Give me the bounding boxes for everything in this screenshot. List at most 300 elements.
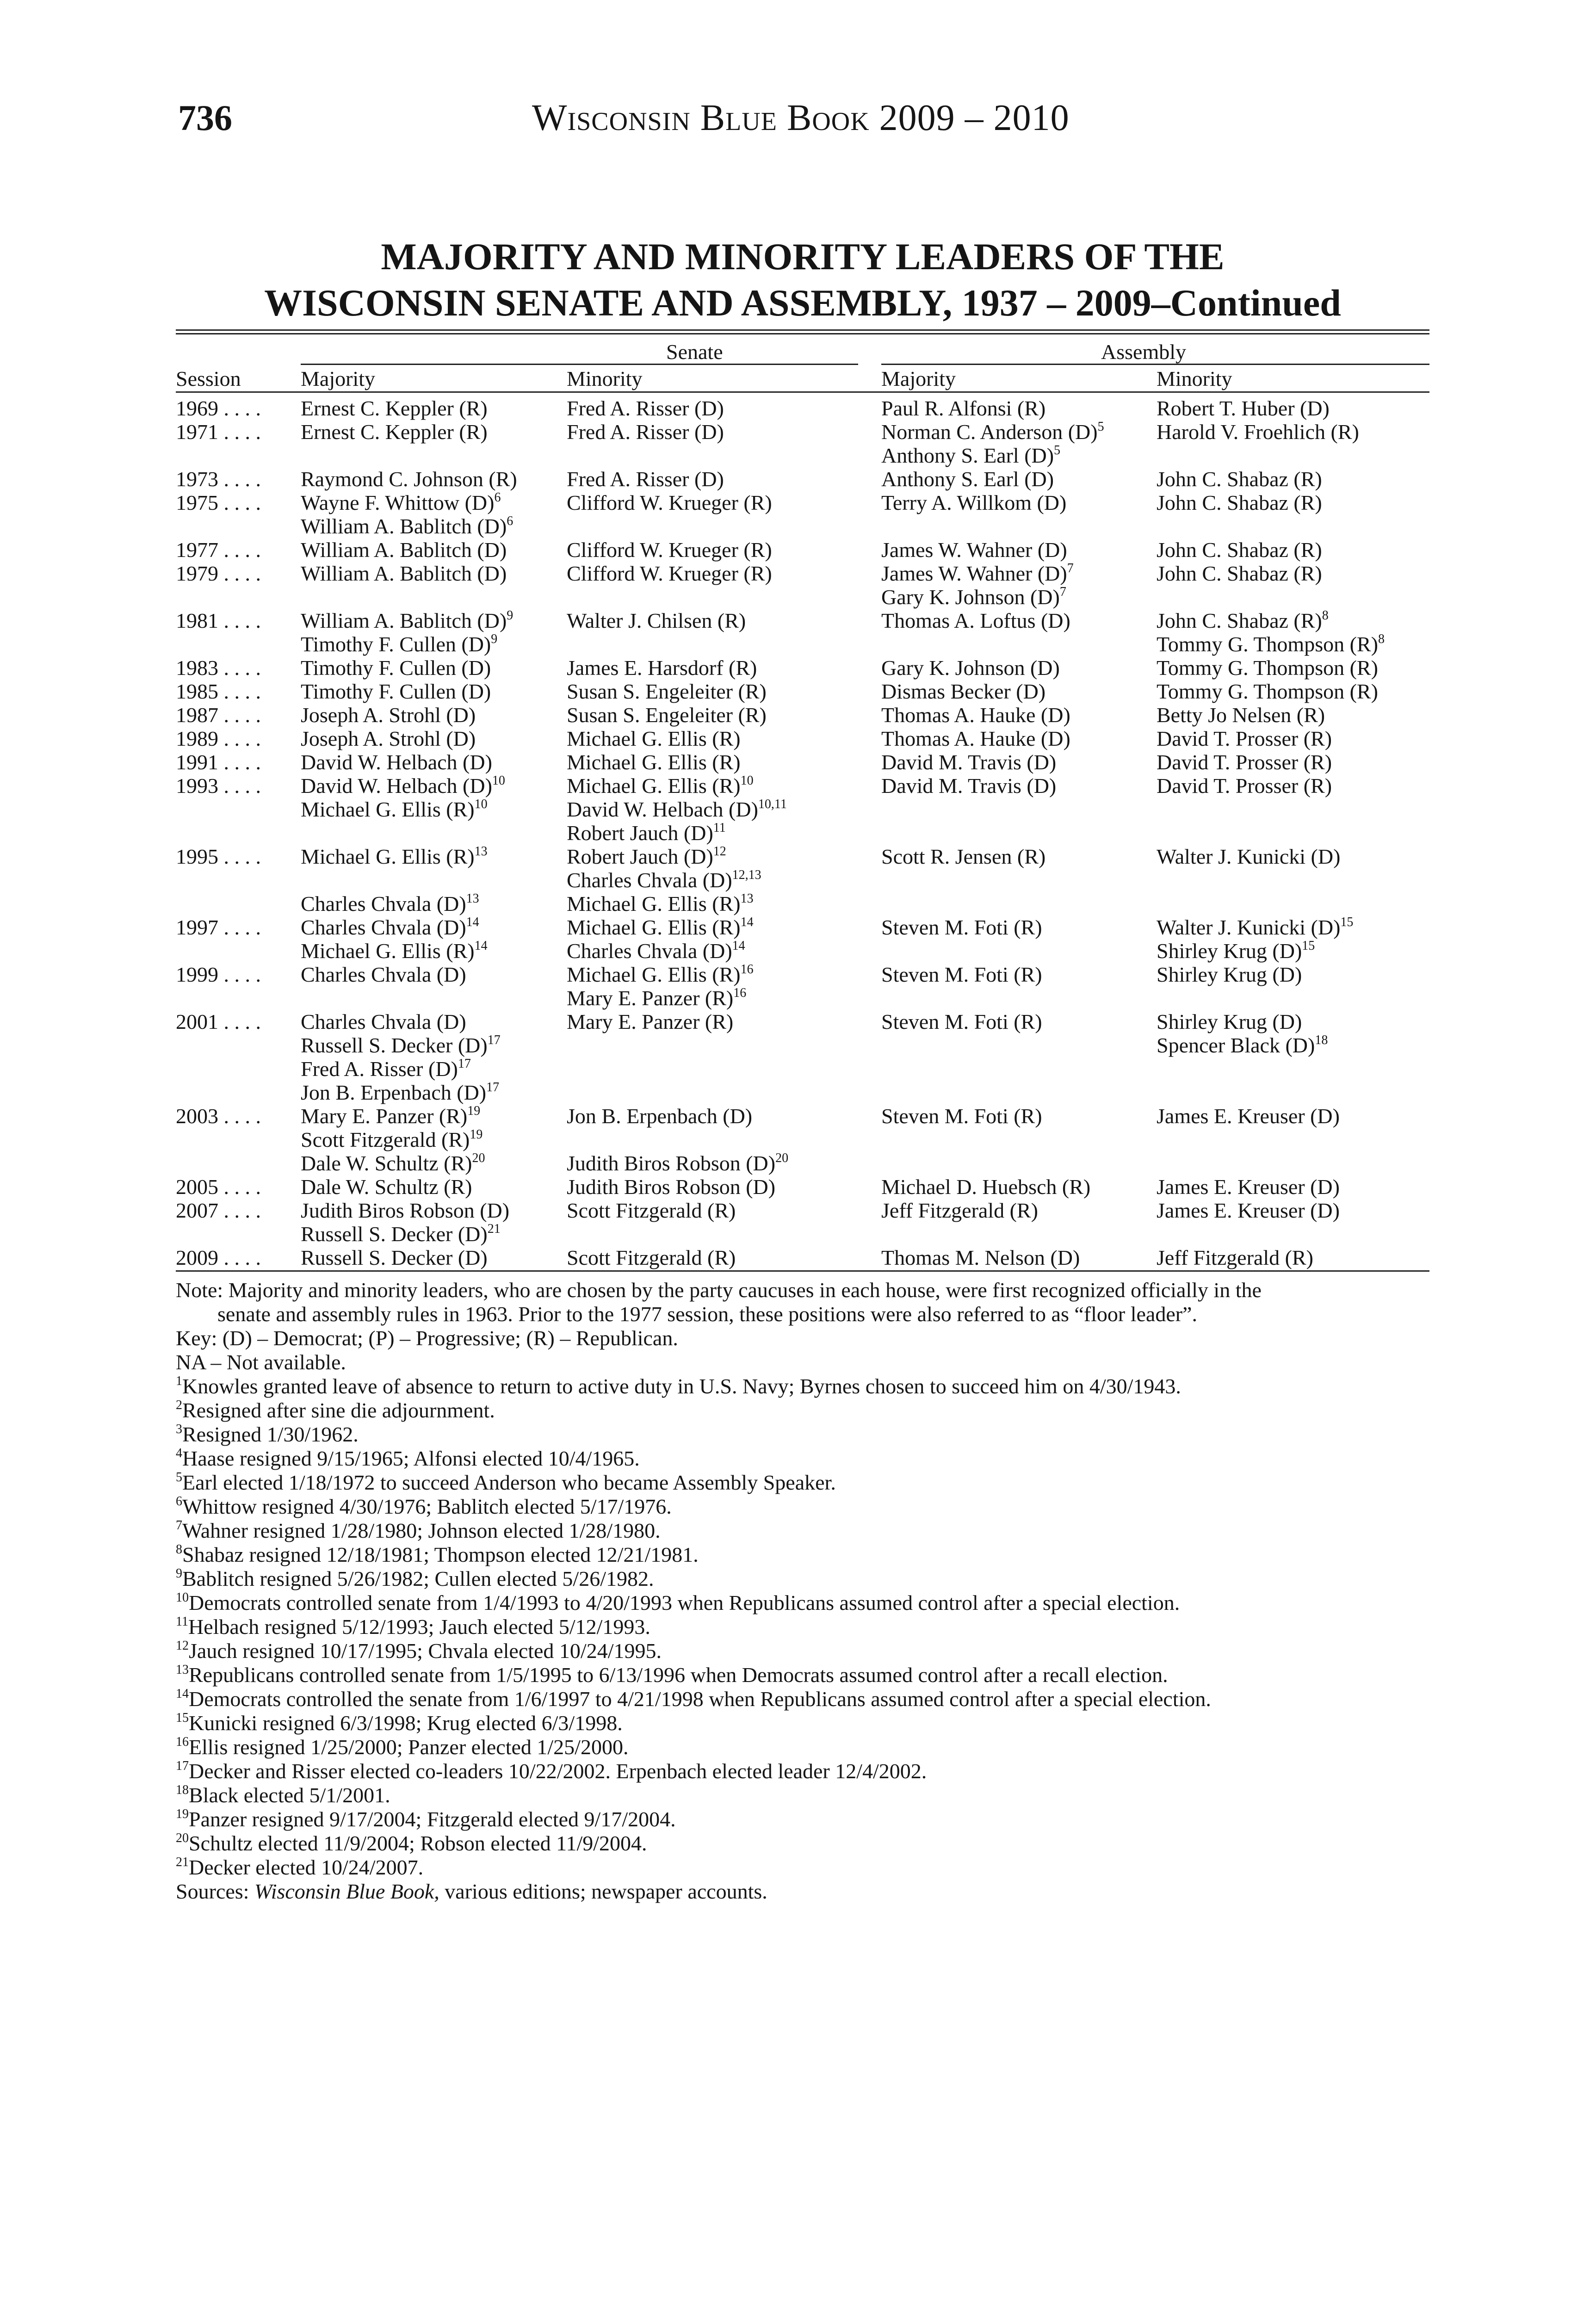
leader-name-text: Walter J. Kunicki (D): [1157, 915, 1341, 939]
leader-name-text: Mary E. Panzer (R): [567, 986, 734, 1010]
leader-name: [567, 1151, 788, 1175]
footnote-ref: 21: [487, 1222, 501, 1236]
session-cell: [176, 727, 261, 750]
key-text: Key: (D) – Democrat; (P) – Progressive; (R) – Republican.: [176, 1326, 678, 1350]
table-row: [176, 538, 1429, 562]
footnote-ref: 19: [470, 1127, 483, 1142]
dot-leader: . . . .: [218, 396, 261, 420]
table-top-rule-2: [176, 333, 1429, 334]
senate-minority-cell: [567, 750, 741, 774]
session-cell: [176, 1246, 261, 1269]
table-row: [176, 467, 1429, 491]
footnotes-list: [176, 1374, 1429, 1880]
session-year: 1997: [176, 915, 218, 939]
footnote-text: Bablitch resigned 5/26/1982; Cullen elected 5/26/1982.: [182, 1567, 654, 1590]
footnote-text: Schultz elected 11/9/2004; Robson elected 11/9/2004.: [189, 1831, 647, 1855]
dot-leader: . . . .: [218, 538, 261, 562]
leader-name-text: Dale W. Schultz (R): [301, 1175, 472, 1199]
footnote-text: Shabaz resigned 12/18/1981; Thompson elected 12/21/1981.: [182, 1543, 699, 1566]
footnote: [176, 1639, 1429, 1663]
session-year: 1985: [176, 680, 218, 703]
footnote-ref: 14: [474, 939, 488, 953]
leader-name: [881, 1010, 1042, 1033]
assembly-majority-cell: [881, 467, 1054, 491]
leader-name-text: Dale W. Schultz (R): [301, 1151, 472, 1175]
session-year: 1973: [176, 467, 218, 491]
footnote-ref: 18: [1315, 1033, 1328, 1047]
dot-leader: . . . .: [218, 750, 261, 774]
dot-leader: . . . .: [218, 915, 261, 939]
table-row: [176, 562, 1429, 609]
session-year: 1987: [176, 703, 218, 727]
footnote-number: 5: [176, 1470, 182, 1484]
leader-name: [567, 892, 761, 915]
leader-name-text: Joseph A. Strohl (D): [301, 703, 476, 727]
leader-name-text: Jeff Fitzgerald (R): [1157, 1246, 1313, 1269]
leader-name: [301, 491, 513, 514]
leader-name: [567, 868, 761, 892]
leader-name-text: Michael G. Ellis (R): [567, 892, 741, 915]
footnote-ref: 10: [474, 797, 488, 811]
senate-majority-cell: [301, 963, 466, 986]
leader-name: [567, 680, 767, 703]
footnote-number: 9: [176, 1566, 182, 1581]
leader-name: [567, 821, 787, 845]
leader-name: [1157, 656, 1378, 680]
leader-name: [881, 444, 1104, 467]
footnote-number: 13: [176, 1663, 189, 1677]
senate-majority-cell: [301, 915, 488, 963]
senate-minority-cell: [567, 609, 746, 632]
leader-name: [301, 915, 488, 939]
leader-name-text: Charles Chvala (D): [301, 1010, 466, 1033]
leader-name-text: Harold V. Froehlich (R): [1157, 420, 1359, 444]
assembly-majority-cell: [881, 656, 1060, 680]
leader-name-text: Norman C. Anderson (D): [881, 420, 1098, 444]
leader-name-text: Shirley Krug (D): [1157, 963, 1302, 986]
table-body: [176, 396, 1429, 1272]
leader-name-text: Gary K. Johnson (D): [881, 585, 1060, 609]
footnote-text: Decker and Risser elected co-leaders 10/22/2002. Erpenbach elected leader 12/4/2002.: [189, 1759, 927, 1783]
session-cell: [176, 845, 261, 868]
leader-name: [301, 1128, 485, 1151]
senate-minority-cell: [567, 1199, 736, 1222]
footnote-ref: 10: [492, 773, 505, 788]
leader-name: [1157, 1246, 1313, 1269]
column-header-row: [176, 366, 1429, 390]
assembly-majority-cell: [881, 915, 1042, 939]
leader-name-text: Mary E. Panzer (R): [567, 1010, 734, 1033]
leader-name-text: Russell S. Decker (D): [301, 1246, 488, 1269]
assembly-minority-cell: [1157, 750, 1332, 774]
footnote-ref: 15: [1302, 939, 1315, 953]
session-year: 1983: [176, 656, 218, 680]
leader-name: [567, 915, 754, 939]
senate-minority-cell: [567, 656, 757, 680]
leader-name: [881, 774, 1056, 798]
page-title: [176, 234, 1429, 326]
footnote-ref: 10,11: [758, 797, 787, 811]
leader-name-text: Michael D. Huebsch (R): [881, 1175, 1091, 1199]
footnote-text: Democrats controlled senate from 1/4/1993 to 4/20/1993 when Republicans assumed control after a special election.: [189, 1591, 1180, 1614]
senate-minority-cell: [567, 1246, 736, 1269]
footnote-number: 18: [176, 1783, 189, 1797]
leader-name: [1157, 632, 1385, 656]
senate-minority-cell: [567, 915, 754, 963]
footnote-number: 11: [176, 1614, 188, 1629]
leader-name-text: Fred A. Risser (D): [567, 467, 724, 491]
footnote: [176, 1447, 1429, 1471]
leader-name-text: David T. Prosser (R): [1157, 774, 1332, 798]
footnote-ref: 20: [775, 1151, 789, 1165]
footnote-ref: 5: [1097, 420, 1104, 434]
senate-minority-cell: [567, 1104, 788, 1175]
leader-name-text: Michael G. Ellis (R): [301, 798, 475, 821]
leader-name: [301, 727, 476, 750]
table-row: [176, 609, 1429, 656]
senate-minority-cell: [567, 562, 772, 585]
leader-name: [1157, 727, 1332, 750]
assembly-group-header: Assembly: [1101, 340, 1186, 364]
leader-name-text: Steven M. Foti (R): [881, 915, 1042, 939]
footnote: [176, 1807, 1429, 1831]
senate-majority-cell: [301, 562, 507, 585]
leader-name: [567, 939, 754, 963]
leader-name-text: David T. Prosser (R): [1157, 727, 1332, 750]
leader-name-text: Betty Jo Nelsen (R): [1157, 703, 1325, 727]
leader-name: [301, 680, 491, 703]
senate-majority-cell: [301, 1199, 509, 1246]
senate-majority-cell: [301, 703, 476, 727]
leader-name: [301, 1033, 501, 1057]
dot-leader: . . . .: [218, 703, 261, 727]
senate-majority-cell: [301, 656, 491, 680]
leader-name: [881, 491, 1066, 514]
assembly-minority-cell: [1157, 1246, 1313, 1269]
footnote: [176, 1831, 1429, 1855]
session-year: 2001: [176, 1010, 218, 1033]
table-row: [176, 915, 1429, 963]
assembly-majority-cell: [881, 963, 1042, 986]
leader-name: [301, 868, 488, 892]
senate-minority-cell: [567, 538, 772, 562]
session-cell: [176, 680, 261, 703]
dot-leader: . . . .: [218, 845, 261, 868]
session-cell: [176, 774, 261, 798]
footnote-text: Helbach resigned 5/12/1993; Jauch elected 5/12/1993.: [188, 1615, 650, 1639]
leader-name: [881, 562, 1074, 585]
footnote-number: 17: [176, 1759, 189, 1773]
footnote-text: Resigned 1/30/1962.: [182, 1422, 359, 1446]
leader-name-text: Susan S. Engeleiter (R): [567, 703, 767, 727]
footnote-ref: 7: [1067, 561, 1074, 575]
col-header-senate-minority: Minority: [567, 367, 643, 390]
leader-name-text: David M. Travis (D): [881, 750, 1057, 774]
dot-leader: . . . .: [218, 963, 261, 986]
leader-name: [881, 396, 1045, 420]
assembly-majority-cell: [881, 1246, 1080, 1269]
leader-name: [1157, 750, 1332, 774]
senate-minority-cell: [567, 845, 761, 915]
leader-name-text: John C. Shabaz (R): [1157, 491, 1322, 514]
leader-name: [1157, 703, 1325, 727]
leader-name: [301, 939, 488, 963]
footnote-ref: 13: [474, 844, 488, 859]
footnote: [176, 1759, 1429, 1783]
leader-name: [567, 609, 746, 632]
leader-name: [301, 892, 488, 915]
table-top-rule: [176, 329, 1429, 331]
footnote: [176, 1543, 1429, 1567]
leader-name: [1157, 963, 1302, 986]
leader-name-text: William A. Bablitch (D): [301, 514, 507, 538]
leader-name-text: Charles Chvala (D): [301, 892, 466, 915]
assembly-majority-cell: [881, 609, 1070, 632]
leader-name: [301, 750, 492, 774]
leader-name: [301, 1010, 501, 1033]
leader-name-text: Steven M. Foti (R): [881, 1010, 1042, 1033]
leader-name-text: James E. Kreuser (D): [1157, 1104, 1340, 1128]
assembly-minority-cell: [1157, 703, 1325, 727]
leader-name-text: Michael G. Ellis (R): [567, 727, 741, 750]
leader-name-text: Terry A. Willkom (D): [881, 491, 1067, 514]
leader-name: [301, 1175, 472, 1199]
assembly-majority-cell: [881, 562, 1074, 609]
leader-name-text: Susan S. Engeleiter (R): [567, 680, 767, 703]
senate-minority-cell: [567, 727, 741, 750]
footnote-number: 20: [176, 1831, 189, 1845]
session-cell: [176, 1175, 261, 1199]
leader-name: [881, 915, 1042, 939]
leader-name-text: Jon B. Erpenbach (D): [567, 1104, 753, 1128]
leader-name: [301, 562, 507, 585]
footnote-number: 19: [176, 1807, 189, 1821]
senate-minority-cell: [567, 396, 724, 420]
footnote-ref: 12: [713, 844, 726, 859]
senate-majority-cell: [301, 538, 507, 562]
dot-leader: . . . .: [218, 609, 261, 632]
header-bottom-rule: [176, 391, 1429, 393]
leader-name-text: James E. Kreuser (D): [1157, 1175, 1340, 1199]
dot-leader: . . . .: [218, 1010, 261, 1033]
leader-name-text: James W. Wahner (D): [881, 538, 1067, 562]
leader-name-text: John C. Shabaz (R): [1157, 562, 1322, 585]
footnote-ref: 9: [507, 608, 513, 623]
leader-name-text: Raymond C. Johnson (R): [301, 467, 517, 491]
leader-name: [881, 1175, 1090, 1199]
session-cell: [176, 538, 261, 562]
assembly-majority-cell: [881, 396, 1045, 420]
table-row: [176, 491, 1429, 538]
footnote-number: 15: [176, 1711, 189, 1725]
leader-name: [301, 703, 476, 727]
leader-name: [1157, 1104, 1340, 1128]
assembly-majority-cell: [881, 680, 1045, 703]
footnote-ref: 8: [1378, 632, 1385, 646]
col-header-assembly-minority: Minority: [1157, 367, 1232, 390]
leader-name: [1157, 1033, 1328, 1057]
footnote: [176, 1855, 1429, 1880]
assembly-majority-cell: [881, 1199, 1038, 1222]
table-row: [176, 774, 1429, 845]
footnote-number: 3: [176, 1422, 182, 1436]
leader-name: [567, 1010, 733, 1033]
dot-leader: . . . .: [218, 420, 261, 444]
assembly-minority-cell: [1157, 1010, 1328, 1057]
footnote-text: Knowles granted leave of absence to return to active duty in U.S. Navy; Byrnes chosen to succeed him on 4/30/1943.: [182, 1374, 1181, 1398]
senate-majority-cell: [301, 1010, 501, 1104]
session-cell: [176, 562, 261, 585]
footnote-text: Earl elected 1/18/1972 to succeed Anderson who became Assembly Speaker.: [182, 1471, 836, 1494]
table-row: [176, 963, 1429, 1010]
session-year: 2003: [176, 1104, 218, 1128]
sources-text: [176, 1880, 1429, 1904]
assembly-minority-cell: [1157, 491, 1322, 514]
leader-name-text: John C. Shabaz (R): [1157, 538, 1322, 562]
leader-name-text: Jeff Fitzgerald (R): [881, 1199, 1038, 1222]
leader-name-text: James W. Wahner (D): [881, 562, 1067, 585]
senate-group-header: Senate: [666, 340, 723, 364]
footnote-ref: 9: [491, 632, 498, 646]
footnote-text: Kunicki resigned 6/3/1998; Krug elected 6/3/1998.: [189, 1711, 623, 1735]
leader-name: [301, 1151, 485, 1175]
assembly-minority-cell: [1157, 1175, 1340, 1199]
leader-name: [301, 845, 488, 868]
table-row: [176, 656, 1429, 680]
leader-name-text: Michael G. Ellis (R): [301, 845, 475, 868]
senate-majority-cell: [301, 727, 476, 750]
senate-minority-cell: [567, 1175, 775, 1199]
leader-name-text: Scott R. Jensen (R): [881, 845, 1046, 868]
leader-name: [301, 1222, 509, 1246]
footnote: [176, 1711, 1429, 1735]
footnote-ref: 12,13: [732, 868, 761, 882]
col-header-session: Session: [176, 367, 241, 390]
footnote-ref: 16: [740, 962, 754, 977]
session-year: 1999: [176, 963, 218, 986]
leader-name-text: David M. Travis (D): [881, 774, 1057, 798]
note-text-cont: senate and assembly rules in 1963. Prior to the 1977 session, these positions were also referred to as “floor leader”.: [217, 1302, 1197, 1326]
leader-name-text: Shirley Krug (D): [1157, 939, 1302, 963]
leader-name: [567, 986, 754, 1010]
assembly-minority-cell: [1157, 656, 1378, 680]
footnote-text: Black elected 5/1/2001.: [189, 1783, 390, 1807]
leader-name: [881, 420, 1104, 444]
leader-name-text: Russell S. Decker (D): [301, 1222, 488, 1246]
footnote: [176, 1519, 1429, 1543]
footnote-ref: 14: [466, 915, 479, 929]
leader-name: [567, 420, 724, 444]
senate-majority-cell: [301, 845, 488, 915]
assembly-minority-cell: [1157, 420, 1359, 444]
senate-group-rule: [301, 364, 858, 365]
leader-name-text: Ernest C. Keppler (R): [301, 396, 488, 420]
assembly-minority-cell: [1157, 396, 1330, 420]
leader-name: [301, 774, 505, 798]
leader-name-text: David W. Helbach (D): [301, 774, 492, 798]
session-cell: [176, 609, 261, 632]
dot-leader: . . . .: [218, 491, 261, 514]
session-year: 1981: [176, 609, 218, 632]
footnote-ref: 10: [740, 773, 754, 788]
table-row: [176, 845, 1429, 915]
leader-name: [1157, 939, 1353, 963]
session-year: 2007: [176, 1199, 218, 1222]
leader-name: [567, 491, 772, 514]
senate-minority-cell: [567, 703, 767, 727]
leader-name: [1157, 1010, 1328, 1033]
footnote-text: Whittow resigned 4/30/1976; Bablitch elected 5/17/1976.: [182, 1495, 672, 1518]
senate-majority-cell: [301, 1246, 488, 1269]
leader-name: [567, 845, 761, 868]
leader-name-text: Scott Fitzgerald (R): [567, 1246, 736, 1269]
assembly-majority-cell: [881, 750, 1056, 774]
session-year: 1979: [176, 562, 218, 585]
leader-name: [1157, 491, 1322, 514]
footnote-text: Ellis resigned 1/25/2000; Panzer elected 1/25/2000.: [189, 1735, 629, 1759]
table-row: [176, 680, 1429, 703]
senate-majority-cell: [301, 680, 491, 703]
leader-name-text: Charles Chvala (D): [301, 963, 466, 986]
leader-name: [881, 1104, 1042, 1128]
leader-name: [301, 538, 507, 562]
leader-name: [301, 632, 513, 656]
leader-name: [567, 1104, 788, 1128]
leader-name-text: Charles Chvala (D): [567, 939, 732, 963]
leader-name-text: Spencer Black (D): [1157, 1033, 1315, 1057]
session-year: 1989: [176, 727, 218, 750]
leader-name: [1157, 1199, 1340, 1222]
leader-name-text: Robert Jauch (D): [567, 845, 713, 868]
leader-name-text: William A. Bablitch (D): [301, 562, 507, 585]
assembly-minority-cell: [1157, 774, 1332, 798]
assembly-majority-cell: [881, 703, 1070, 727]
leader-name-text: Judith Biros Robson (D): [567, 1175, 776, 1199]
footnote-ref: 17: [458, 1057, 471, 1071]
leader-name-text: Walter J. Kunicki (D): [1157, 845, 1341, 868]
leader-name-text: Robert Jauch (D): [567, 821, 713, 845]
assembly-majority-cell: [881, 1104, 1042, 1128]
leader-name-text: Michael G. Ellis (R): [567, 915, 741, 939]
leader-name: [1157, 1175, 1340, 1199]
leader-name-text: John C. Shabaz (R): [1157, 609, 1322, 632]
leader-name: [301, 963, 466, 986]
leader-name-text: Russell S. Decker (D): [301, 1033, 488, 1057]
assembly-minority-cell: [1157, 609, 1385, 656]
senate-majority-cell: [301, 420, 488, 444]
leader-name-text: Walter J. Chilsen (R): [567, 609, 746, 632]
leader-name-text: Scott Fitzgerald (R): [301, 1128, 470, 1151]
dot-leader: . . . .: [218, 467, 261, 491]
senate-minority-cell: [567, 1010, 733, 1033]
leader-name-text: James E. Kreuser (D): [1157, 1199, 1340, 1222]
leader-name-text: David T. Prosser (R): [1157, 750, 1332, 774]
table-row: [176, 727, 1429, 750]
assembly-minority-cell: [1157, 538, 1322, 562]
leader-name-text: Clifford W. Krueger (R): [567, 562, 772, 585]
leader-name: [881, 845, 1045, 868]
session-cell: [176, 750, 261, 774]
senate-majority-cell: [301, 1104, 485, 1175]
leader-name: [567, 467, 724, 491]
footnote-text: Democrats controlled the senate from 1/6/1997 to 4/21/1998 when Republicans assumed control after a special election.: [189, 1687, 1211, 1711]
session-year: 1995: [176, 845, 218, 868]
footnote: [176, 1615, 1429, 1639]
assembly-majority-cell: [881, 774, 1056, 798]
session-cell: [176, 396, 261, 420]
note-text: Note: Majority and minority leaders, who are chosen by the party caucuses in each house, were first recognized officially in the: [176, 1278, 1262, 1302]
assembly-minority-cell: [1157, 680, 1378, 703]
